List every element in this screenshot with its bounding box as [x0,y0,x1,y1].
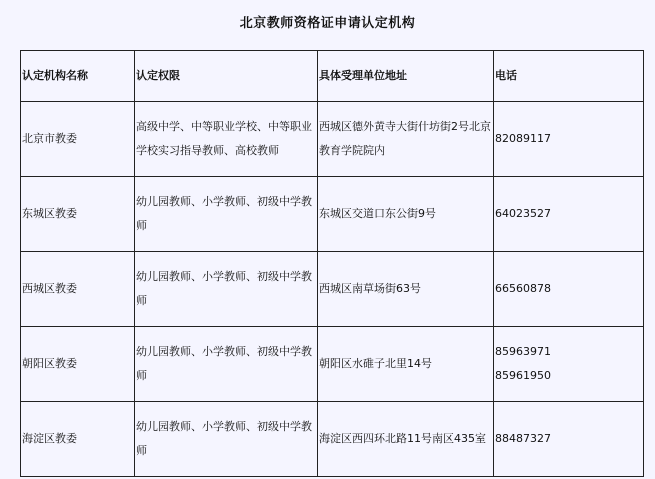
address-cell: 朝阳区水碓子北里14号 [318,327,494,402]
table-row [21,327,644,402]
institution-name-cell: 朝阳区教委 [21,327,135,402]
institution-name-cell: 东城区教委 [21,177,135,252]
table-row [21,102,644,177]
scope-cell: 幼儿园教师、小学教师、初级中学教师 [135,252,318,327]
address-cell: 东城区交道口东公街9号 [318,177,494,252]
phone-cell [494,177,644,252]
table-header-row [21,51,644,102]
institution-name-cell: 西城区教委 [21,252,135,327]
phone-number: 66560878 [495,282,551,295]
phone-cell [494,327,644,402]
scope-cell: 幼儿园教师、小学教师、初级中学教师 [135,177,318,252]
phone-cell [494,102,644,177]
phone-number: 85963971 [495,345,551,358]
phone-cell [494,402,644,477]
scope-cell: 高级中学、中等职业学校、中等职业学校实习指导教师、高校教师 [135,102,318,177]
institution-name-cell: 海淀区教委 [21,402,135,477]
header-address: 具体受理单位地址 [318,51,494,102]
phone-number: 64023527 [495,207,551,220]
scope-cell: 幼儿园教师、小学教师、初级中学教师 [135,327,318,402]
phone-number: 82089117 [495,132,551,145]
header-scope: 认定权限 [135,51,318,102]
scope-cell: 幼儿园教师、小学教师、初级中学教师 [135,402,318,477]
document-title: 北京教师资格证申请认定机构 [239,16,416,31]
address-cell: 西城区南草场街63号 [318,252,494,327]
address-cell: 海淀区西四环北路11号南区435室 [318,402,494,477]
table-row [21,177,644,252]
phone-cell [494,252,644,327]
institution-name-cell: 北京市教委 [21,102,135,177]
table-row [21,402,644,477]
header-institution-name: 认定机构名称 [21,51,135,102]
address-cell: 西城区德外黄寺大街什坊街2号北京教育学院院内 [318,102,494,177]
header-phone: 电话 [494,51,644,102]
table-row [21,252,644,327]
phone-number: 88487327 [495,432,551,445]
phone-number: 85961950 [495,369,551,382]
institution-table [20,50,644,477]
